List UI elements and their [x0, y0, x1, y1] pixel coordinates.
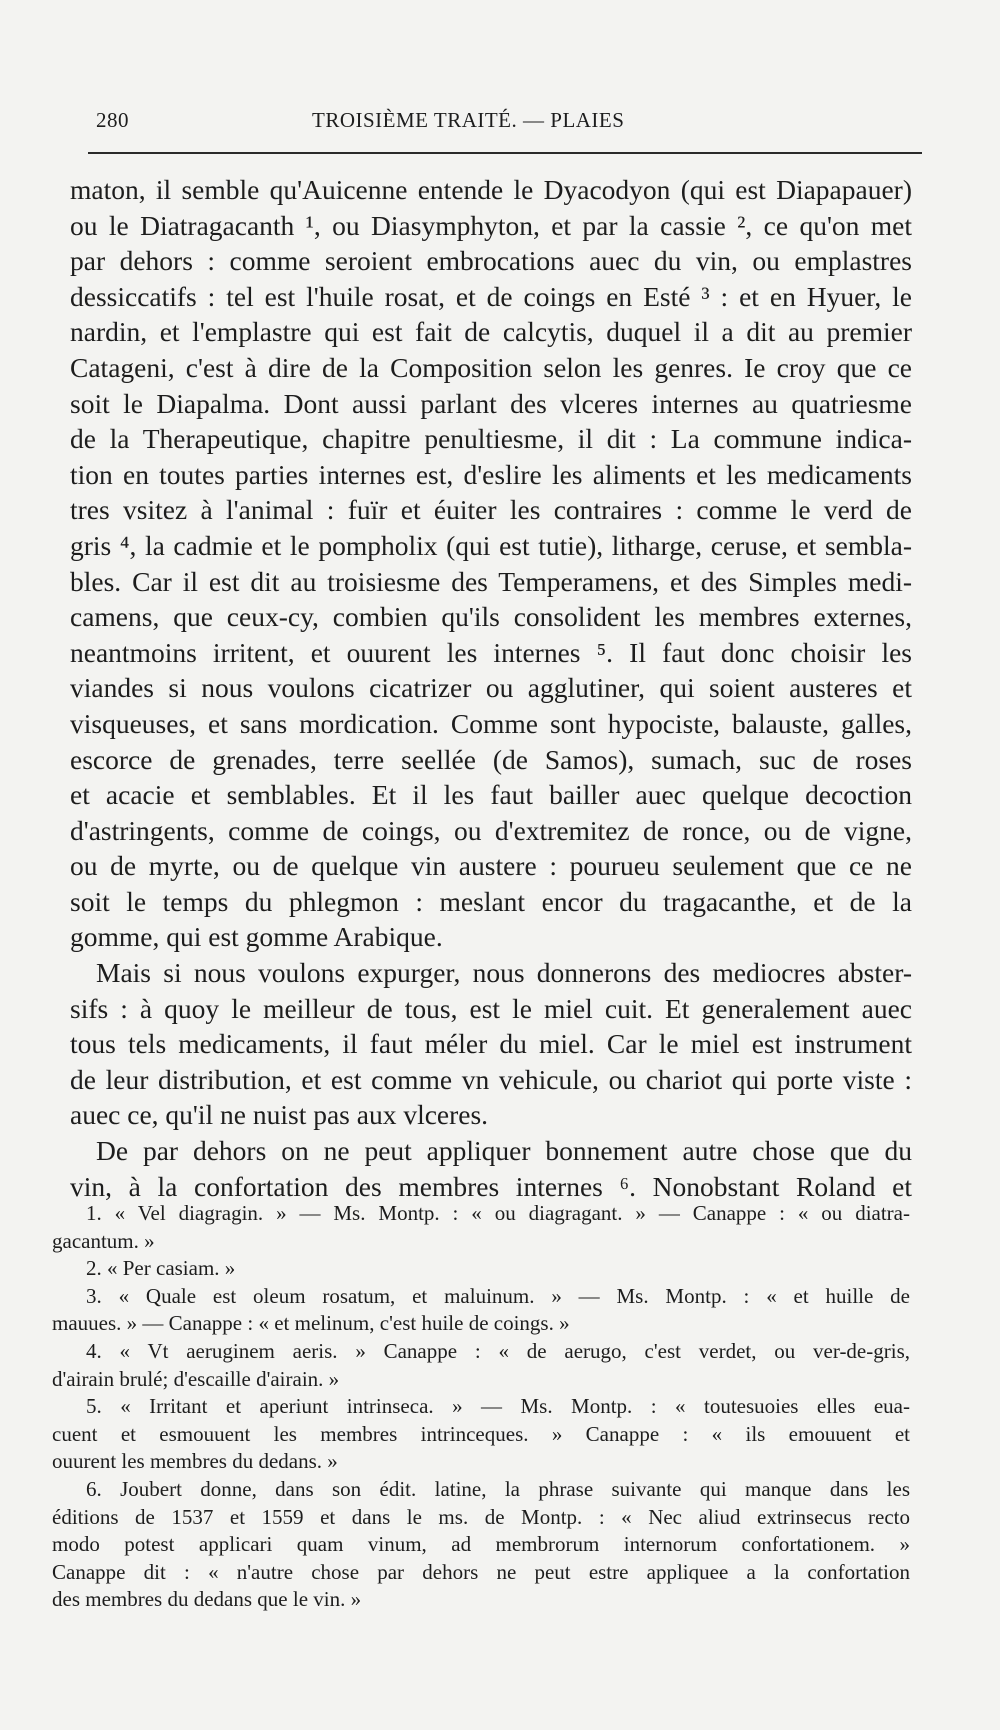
running-head: TROISIÈME TRAITÉ. — PLAIES — [312, 108, 625, 132]
text-line: neantmoins irritent, et ouurent les internes ⁵. Il faut donc choisir les — [70, 636, 912, 668]
text-line: Mais si nous voulons expurger, nous donnerons des mediocres abster- — [96, 957, 912, 989]
text-line: camens, que ceux-cy, combien qu'ils consolident les membres externes, — [70, 601, 912, 633]
text-line: de leur distribution, et est comme vn vehicule, ou chariot qui porte viste : — [70, 1063, 912, 1095]
text-line: vin, à la confortation des membres internes ⁶. Nonobstant Roland et — [70, 1170, 912, 1202]
text-line: tous tels medicaments, il faut méler du miel. Car le miel est instrument — [70, 1028, 912, 1060]
text-line: ou le Diatragacanth ¹, ou Diasymphyton, et par la cassie ², ce qu'on met — [70, 209, 912, 241]
text-line: escorce de grenades, terre seellée (de Samos), sumach, suc de roses — [70, 743, 912, 775]
text-line: gomme, qui est gomme Arabique. — [70, 921, 443, 953]
text-line: de la Therapeutique, chapitre penultiesme, il dit : La commune indica- — [70, 423, 912, 455]
footnote-line: modo potest applicari quam vinum, ad membrorum internorum confortationem. » — [52, 1532, 910, 1557]
text-line: De par dehors on ne peut appliquer bonnement autre chose que du — [96, 1135, 912, 1167]
text-line: gris ⁴, la cadmie et le pompholix (qui est tutie), litharge, ceruse, et sembla- — [70, 529, 912, 561]
text-line: visqueuses, et sans mordication. Comme sont hypociste, balauste, galles, — [70, 707, 912, 739]
text-line: dessiccatifs : tel est l'huile rosat, et de coings en Esté ³ : et en Hyuer, le — [70, 280, 912, 312]
footnote-line: 3. « Quale est oleum rosatum, et maluinum. » — Ms. Montp. : « et huille de — [86, 1283, 910, 1308]
footnote-line: 6. Joubert donne, dans son édit. latine, la phrase suivante qui manque dans les — [86, 1476, 910, 1501]
text-line: auec ce, qu'il ne nuist pas aux vlceres. — [70, 1099, 489, 1131]
text-line: nardin, et l'emplastre qui est fait de calcytis, duquel il a dit au premier — [70, 316, 912, 348]
footnote-line: 1. « Vel diagragin. » — Ms. Montp. : « ou diagragant. » — Canappe : « ou diatra- — [86, 1201, 910, 1225]
footnote-line: éditions de 1537 et 1559 et dans le ms. de Montp. : « Nec aliud extrinsecus recto — [52, 1504, 910, 1529]
text-line: Catageni, c'est à dire de la Composition selon les genres. Ie croy que ce — [70, 351, 912, 383]
text-line: bles. Car il est dit au troisiesme des Temperamens, et des Simples medi- — [70, 565, 912, 597]
header-rule — [88, 152, 922, 154]
footnote-line: d'airain brulé; d'escaille d'airain. » — [52, 1366, 340, 1391]
footnote-line: des membres du dedans que le vin. » — [52, 1587, 362, 1612]
text-line: viandes si nous voulons cicatrizer ou agglutiner, qui soient austeres et — [70, 672, 912, 704]
page-header — [92, 108, 918, 138]
footnote-line: 2. « Per casiam. » — [86, 1256, 236, 1281]
footnote-line: ouurent les membres du dedans. » — [52, 1449, 338, 1474]
text-line: tres vsitez à l'animal : fuïr et éuiter les contraires : comme le verd de — [70, 494, 912, 526]
footnote-line: cuent et esmouuent les membres intrinceques. » Canappe : « ils emouuent et — [52, 1421, 910, 1446]
text-line: ou de myrte, ou de quelque vin austere : pourueu seulement que ce ne — [70, 850, 912, 882]
footnote-line: Canappe dit : « n'autre chose par dehors ne peut estre appliquee a la confortation — [52, 1559, 910, 1584]
footnote-line: mauues. » — Canappe : « et melinum, c'est huile de coings. » — [52, 1311, 570, 1336]
footnote-line: gacantum. » — [52, 1228, 155, 1253]
text-line: par dehors : comme seroient embrocations auec du vin, ou emplastres — [70, 245, 912, 277]
text-line: d'astringents, comme de coings, ou d'extremitez de ronce, ou de vigne, — [70, 814, 912, 846]
text-line: maton, il semble qu'Auicenne entende le Dyacodyon (qui est Diapapauer) — [70, 174, 912, 205]
footnote-line: 4. « Vt aeruginem aeris. » Canappe : « de aerugo, c'est verdet, ou ver-de-gris, — [86, 1338, 910, 1363]
footnotes — [52, 1200, 910, 1614]
text-line: tion en toutes parties internes est, d'eslire les aliments et les medicaments — [70, 458, 912, 490]
footnote-line: 5. « Irritant et aperiunt intrinseca. » — Ms. Montp. : « toutesuoies elles eua- — [86, 1394, 910, 1419]
text-line: soit le Diapalma. Dont aussi parlant des vlceres internes au quatriesme — [70, 387, 912, 419]
page-number: 280 — [96, 108, 129, 132]
text-line: et acacie et semblables. Et il les faut bailler auec quelque decoction — [70, 779, 912, 811]
text-line: soit le temps du phlegmon : meslant encor du tragacanthe, et de la — [70, 885, 912, 917]
main-text — [70, 172, 912, 1204]
text-line: sifs : à quoy le meilleur de tous, est le miel cuit. Et generalement auec — [70, 992, 912, 1024]
